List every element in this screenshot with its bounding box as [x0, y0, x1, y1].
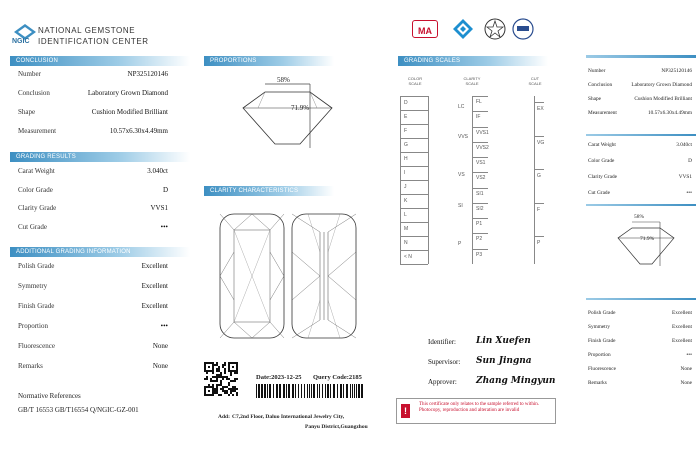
summary-extra-row	[588, 352, 692, 358]
summary-row	[588, 96, 692, 102]
summary-extra-row-value: Excellent	[671, 338, 692, 344]
clarity-characteristics-bar: CLARITY CHARACTERISTICS	[204, 186, 334, 196]
additional-row-label: Remarks	[18, 362, 43, 370]
conclusion-row-value: Laboratory Grown Diamond	[87, 89, 168, 97]
summary-grade-row-label: Cut Grade	[588, 190, 610, 196]
clarity-scale-tick	[472, 188, 488, 189]
clarity-plot-pavilion	[290, 212, 358, 340]
conclusion-row-label: Shape	[18, 108, 36, 116]
cut-scale-item: G	[537, 173, 541, 180]
clarity-scale-tick	[472, 203, 488, 204]
clarity-scale-item: P3	[476, 251, 483, 258]
cut-scale-axis	[534, 96, 535, 264]
summary-row-value: Cushion Modified Brilliant	[634, 96, 692, 102]
cut-scale-tick	[534, 236, 544, 237]
additional-row-label: Symmetry	[18, 282, 48, 290]
cut-scale-item: P	[537, 240, 541, 247]
summary-accent-line-2	[586, 134, 696, 136]
additional-row	[18, 282, 168, 290]
additional-row-value: None	[152, 342, 168, 350]
summary-row-label: Conclusion	[588, 82, 613, 88]
signature-role: Supervisor:	[428, 358, 461, 366]
summary-row	[588, 110, 692, 116]
clarity-scale-group: LC	[458, 103, 465, 110]
color-scale-right	[428, 96, 429, 264]
clarity-scale-tick	[472, 157, 488, 158]
grading-row-value: D	[162, 185, 168, 194]
summary-grade-row-label: Color Grade	[588, 158, 615, 164]
normative-title: Normative References	[18, 392, 81, 400]
additional-row-label: Fluorescence	[18, 342, 55, 350]
additional-row	[18, 342, 168, 350]
clarity-scale-item: VVS2	[476, 144, 489, 151]
summary-grade-row-label: Carat Weight	[588, 142, 616, 148]
summary-extra-row-label: Polish Grade	[588, 310, 616, 316]
summary-grade-row-label: Clarity Grade	[588, 174, 617, 180]
color-scale-letter: < N	[404, 254, 412, 260]
conclusion-row-label: Conclusion	[18, 89, 50, 97]
clarity-scale-group: P	[458, 241, 462, 248]
proportions-bar: PROPORTIONS	[204, 56, 334, 66]
clarity-scale-item: VS2	[476, 175, 486, 182]
summary-extra-row-label: Symmetry	[588, 324, 611, 330]
summary-extra-row-value: Excellent	[671, 324, 692, 330]
color-scale-letter: D	[404, 100, 408, 106]
conclusion-row	[18, 127, 168, 135]
color-scale-divider	[400, 208, 428, 209]
additional-row-value: •••	[160, 322, 168, 330]
clarity-scale-group: VS	[458, 172, 465, 179]
additional-row	[18, 322, 168, 330]
additional-row-label: Proportion	[18, 322, 48, 330]
summary-accent-line-4	[586, 298, 696, 300]
color-scale-letter: G	[404, 142, 408, 148]
summary-grade-row	[588, 158, 692, 164]
additional-row-label: Polish Grade	[18, 262, 55, 270]
additional-row	[18, 302, 168, 310]
summary-grade-row-value: •••	[686, 190, 692, 196]
color-scale-letter: N	[404, 240, 408, 246]
org-name-line2: IDENTIFICATION CENTER	[38, 37, 149, 46]
address-label: Add:	[218, 414, 230, 420]
conclusion-section-bar: CONCLUSION	[10, 56, 190, 66]
additional-row-value: Excellent	[141, 302, 168, 310]
cut-scale-tick	[534, 102, 544, 103]
proportions-table-pct: 58%	[277, 76, 290, 84]
grading-row-label: Clarity Grade	[18, 204, 57, 212]
summary-extra-row-label: Proportion	[588, 352, 611, 358]
clarity-scale-item: FL	[476, 99, 482, 105]
clarity-scale-tick	[472, 172, 488, 173]
conclusion-row	[18, 108, 168, 116]
color-scale-letter: F	[404, 128, 408, 134]
summary-row-value: 10.57x6.30x4.49mm	[648, 110, 692, 116]
summary-row-label: Number	[588, 68, 606, 74]
grading-row-value: VVS1	[150, 204, 168, 212]
summary-extra-row	[588, 338, 692, 344]
summary-extra-row-label: Remarks	[588, 380, 607, 386]
clarity-scale-item: P1	[476, 221, 483, 228]
clarity-scale-item: SI2	[476, 205, 484, 212]
clarity-scale-item: IF	[476, 114, 481, 121]
summary-row-label: Shape	[588, 96, 601, 102]
color-scale-head: COLOR SCALE	[407, 76, 423, 86]
grading-row-label: Carat Weight	[18, 167, 55, 175]
signature-role: Approver:	[428, 378, 457, 386]
summary-extra-row	[588, 324, 692, 330]
summary-extra-row	[588, 366, 692, 372]
color-scale-divider	[400, 124, 428, 125]
color-scale-divider	[400, 96, 428, 97]
accreditation-logo-icon	[512, 18, 534, 40]
color-scale-letter: J	[404, 184, 407, 190]
summary-table-pct: 58%	[634, 214, 645, 220]
cut-scale-item: VG	[537, 139, 545, 146]
conclusion-row	[18, 89, 168, 97]
cut-scale-tick	[534, 136, 544, 137]
summary-accent-line	[586, 55, 696, 58]
signature-name: Lin Xuefen	[476, 336, 531, 346]
clarity-scale-tick	[472, 127, 488, 128]
clarity-scale-item: SI1	[476, 190, 484, 197]
grading-row	[18, 204, 168, 212]
color-scale-letter: I	[404, 170, 406, 176]
barcode	[256, 384, 364, 398]
proportions-depth-pct: 71.9%	[291, 104, 310, 112]
cut-scale-tick	[534, 203, 544, 204]
color-scale-letter: E	[404, 114, 408, 120]
grading-row-value: 3.040ct	[147, 167, 168, 175]
clarity-scale-tick	[472, 142, 488, 143]
additional-row-value: Excellent	[141, 262, 168, 270]
grading-row	[18, 167, 168, 175]
cut-scale-item: EX	[537, 106, 544, 112]
grading-row-value: •••	[160, 222, 168, 231]
summary-extra-row-value: None	[680, 366, 692, 372]
signature-name: Sun Jingna	[476, 356, 532, 366]
signature-role: Identifier:	[428, 338, 456, 346]
clarity-scale-group: VVS	[458, 134, 469, 141]
warning-icon: !	[401, 404, 410, 418]
color-scale-divider	[400, 250, 428, 251]
conclusion-row-value: Cushion Modified Brilliant	[91, 108, 168, 116]
qr-code	[204, 362, 238, 396]
star-logo-icon	[484, 18, 506, 40]
summary-extra-row	[588, 380, 692, 386]
clarity-scale-tick	[472, 111, 488, 112]
conclusion-row	[18, 70, 168, 78]
ngic-logo-text: NGIC	[12, 38, 30, 45]
grading-row-label: Cut Grade	[18, 222, 47, 231]
summary-row-value: NP325120146	[661, 68, 692, 74]
grading-row	[18, 186, 168, 194]
color-scale-divider	[400, 110, 428, 111]
clarity-scale-tick	[472, 218, 488, 219]
clarity-scale-group: SI	[458, 202, 463, 209]
summary-row-value: Laboratory Grown Diamond	[631, 82, 692, 88]
additional-row	[18, 362, 168, 370]
summary-grade-row-value: 3.040ct	[676, 142, 692, 148]
summary-row-label: Measurement	[588, 110, 617, 116]
conclusion-row-label: Number	[18, 70, 41, 78]
color-scale-letter: M	[404, 226, 409, 232]
summary-row	[588, 82, 692, 88]
clarity-scale-tick	[472, 96, 488, 97]
notice-box	[396, 398, 556, 424]
color-scale-letter: K	[404, 198, 408, 204]
summary-accent-line-3	[586, 204, 696, 206]
additional-info-bar: ADDITIONAL GRADING INFORMATION	[10, 247, 190, 257]
grading-row	[18, 223, 168, 231]
query-code: Query Code:2185	[313, 374, 362, 381]
conclusion-row-value: NP325120146	[127, 70, 168, 78]
clarity-scale-item: VVS1	[476, 129, 489, 136]
clarity-scale-item: VS1	[476, 160, 486, 167]
gem-logo-icon	[452, 18, 474, 40]
clarity-scale-axis	[472, 96, 473, 264]
summary-grade-row-value: D	[688, 158, 692, 164]
summary-extra-row-label: Fluorescence	[588, 366, 616, 372]
clarity-scale-item: P2	[476, 236, 483, 243]
summary-extra-row-value: None	[680, 380, 692, 386]
additional-row-value: None	[152, 362, 168, 370]
color-scale-divider	[400, 180, 428, 181]
cma-logo-text: MA	[418, 26, 432, 36]
grading-results-bar: GRADING RESULTS	[10, 152, 190, 162]
cut-scale-item: F	[537, 206, 541, 213]
summary-extra-row-value: •••	[686, 352, 692, 358]
summary-extra-row-label: Finish Grade	[588, 338, 616, 344]
color-scale-letter: H	[404, 156, 408, 162]
normative-refs: GB/T 16553 GB/T16554 Q/NGIC-GZ-001	[18, 406, 139, 414]
clarity-plot-crown	[218, 212, 286, 340]
additional-row-value: Excellent	[141, 282, 168, 290]
cma-logo	[412, 20, 438, 38]
grading-scales-bar: GRADING SCALES	[398, 56, 548, 66]
additional-row-label: Finish Grade	[18, 302, 55, 310]
clarity-scale-tick	[472, 233, 488, 234]
color-scale-letter: L	[404, 212, 407, 218]
summary-grade-row	[588, 142, 692, 148]
address-line1: C7,2nd Floor, Daluo International Jewelry City,	[232, 414, 345, 420]
summary-depth-pct: 71.9%	[640, 236, 655, 242]
summary-row	[588, 68, 692, 74]
report-date: Date:2023-12-25	[256, 374, 302, 381]
color-scale-divider	[400, 222, 428, 223]
color-scale-divider	[400, 194, 428, 195]
org-name-line1: NATIONAL GEMSTONE	[38, 26, 136, 35]
summary-grade-row	[588, 174, 692, 180]
summary-grade-row-value: VVS1	[678, 174, 692, 180]
clarity-scale-tick	[472, 249, 488, 250]
grading-row-label: Color Grade	[18, 185, 53, 194]
color-scale-divider	[400, 236, 428, 237]
summary-extra-row	[588, 310, 692, 316]
signature-name: Zhang Mingyun	[476, 376, 556, 386]
color-scale-divider	[400, 138, 428, 139]
conclusion-row-label: Measurement	[18, 127, 57, 135]
notice-text: This certificate only relates to the sample referred to within. Photocopy, reproduction and alteration are invalid	[419, 402, 539, 414]
conclusion-row-value: 10.57x6.30x4.49mm	[109, 127, 168, 135]
color-scale-divider	[400, 152, 428, 153]
summary-grade-row	[588, 190, 692, 196]
color-scale-divider	[400, 166, 428, 167]
cut-scale-head: CUT SCALE	[528, 76, 542, 86]
cut-scale-tick	[534, 169, 544, 170]
color-scale-divider	[400, 264, 428, 265]
address-line2: Panyu District,Guangzhou	[305, 424, 368, 430]
clarity-scale-head: CLARITY SCALE	[463, 76, 481, 86]
summary-extra-row-value: Excellent	[671, 310, 692, 316]
additional-row	[18, 262, 168, 270]
